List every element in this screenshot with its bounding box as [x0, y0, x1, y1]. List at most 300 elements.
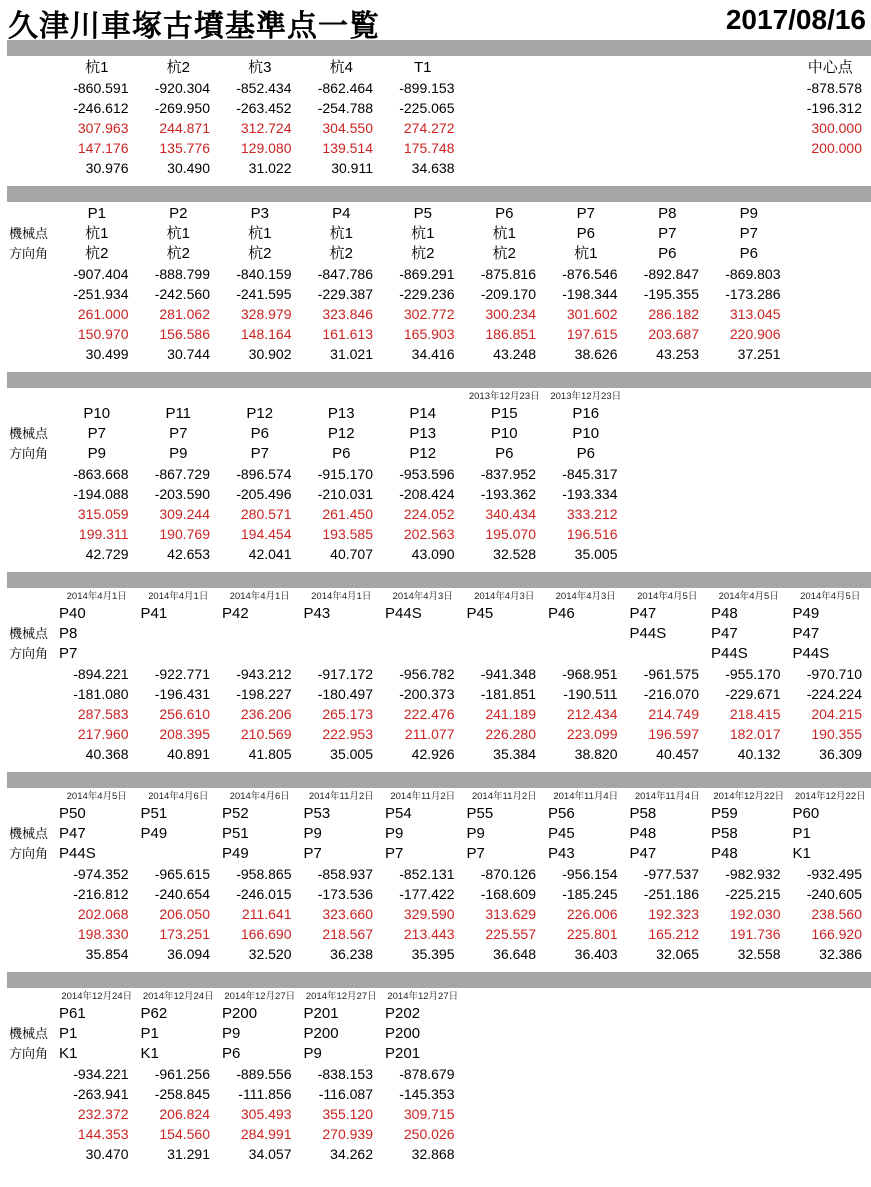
value-cell: 261.000: [77, 306, 129, 322]
value-cell: -965.615: [154, 866, 210, 882]
value-cell: 241.189: [485, 706, 536, 722]
table-content: [0, 40, 871, 1172]
empty-label-cell: [8, 664, 56, 684]
value-cell: -968.951: [562, 666, 618, 682]
value-cell: 31.021: [330, 346, 373, 362]
value-cell: [708, 464, 790, 484]
direction-angle: K1: [140, 1045, 159, 1062]
point-header: P54: [385, 805, 412, 822]
value-cell: 256.610: [159, 706, 210, 722]
value-cell: -932.495: [806, 866, 862, 882]
value-cell: 206.050: [159, 906, 210, 922]
point-header: P15: [490, 405, 518, 422]
value-cell: [708, 1104, 790, 1124]
value-cell: -922.771: [154, 666, 210, 682]
date-label: 2014年12月22日: [713, 791, 785, 802]
value-cell: [790, 1064, 871, 1084]
value-cell: -870.126: [480, 866, 536, 882]
value-cell: [545, 98, 627, 118]
empty-label-cell: [8, 158, 56, 178]
machine-point: P200: [303, 1025, 339, 1042]
direction-angle: P6: [332, 445, 351, 462]
value-cell: 173.251: [159, 926, 210, 942]
direction-angle: P47: [629, 845, 657, 862]
value-cell: 32.558: [737, 946, 781, 962]
value-cell: [627, 1104, 709, 1124]
value-cell: 225.557: [485, 926, 536, 942]
value-cell: -173.536: [317, 886, 373, 902]
separator-bar: [7, 772, 871, 788]
value-cell: -878.679: [399, 1066, 455, 1082]
value-cell: 30.902: [248, 346, 292, 362]
empty-label-cell: [8, 98, 56, 118]
date-label: [790, 990, 871, 1004]
date-label: [790, 390, 871, 404]
value-cell: [790, 324, 871, 344]
value-cell: 38.626: [574, 346, 618, 362]
value-cell: 30.499: [85, 346, 129, 362]
point-header: P53: [303, 805, 331, 822]
empty-label-cell: [8, 1144, 56, 1164]
value-cell: [627, 1124, 709, 1144]
point-header: P42: [222, 605, 249, 622]
point-header: P61: [59, 1005, 86, 1022]
value-cell: 218.567: [322, 926, 373, 942]
value-cell: [790, 544, 871, 564]
machine-point: P1: [792, 825, 811, 842]
value-cell: -953.596: [399, 466, 455, 482]
date-label: 2014年12月27日: [224, 991, 296, 1002]
value-cell: 165.212: [648, 926, 699, 942]
empty-label-cell: [8, 504, 56, 524]
value-cell: [545, 1104, 627, 1124]
value-cell: -190.511: [563, 686, 618, 702]
machine-point: P200: [385, 1025, 421, 1042]
point-header: P11: [165, 405, 192, 422]
value-cell: -181.080: [73, 686, 129, 702]
value-cell: 161.613: [322, 326, 373, 342]
empty-label-cell: [8, 58, 56, 78]
value-cell: 37.251: [737, 346, 781, 362]
value-cell: -977.537: [643, 866, 699, 882]
value-cell: -180.497: [317, 686, 373, 702]
empty-label-cell: [8, 944, 56, 964]
point-header: [464, 1004, 546, 1024]
value-cell: -263.452: [236, 100, 292, 116]
value-cell: -974.352: [73, 866, 129, 882]
value-cell: 190.355: [811, 726, 862, 742]
value-cell: [790, 1084, 871, 1104]
value-cell: 195.070: [485, 526, 536, 542]
value-cell: 226.006: [566, 906, 618, 922]
point-header: P59: [711, 805, 738, 822]
date-label: 2014年4月5日: [718, 591, 779, 602]
value-cell: 40.368: [85, 746, 129, 762]
value-cell: 31.022: [248, 160, 292, 176]
machine-point: [301, 624, 383, 644]
direction-angle: P7: [59, 645, 78, 662]
direction-angle: P7: [303, 845, 322, 862]
point-header: 杭2: [166, 59, 190, 76]
direction-angle: 杭2: [492, 245, 516, 262]
value-cell: 202.068: [77, 906, 129, 922]
value-cell: 42.653: [167, 546, 210, 562]
separator-bar: [7, 572, 871, 588]
value-cell: [708, 1084, 790, 1104]
value-cell: 35.005: [330, 746, 373, 762]
value-cell: [627, 504, 709, 524]
direction-angle: 杭2: [85, 245, 109, 262]
value-cell: -240.654: [154, 886, 210, 902]
date-label: 2014年12月24日: [61, 991, 133, 1002]
value-cell: 34.638: [411, 160, 455, 176]
empty-label-cell: [8, 590, 56, 604]
value-cell: -958.865: [236, 866, 292, 882]
direction-angle: P9: [87, 445, 106, 462]
direction-angle: [138, 844, 220, 864]
value-cell: 208.395: [159, 726, 210, 742]
direction-angle: K1: [792, 845, 811, 862]
value-cell: -195.355: [643, 286, 699, 302]
value-cell: -934.221: [73, 1066, 129, 1082]
point-header: [790, 1004, 871, 1024]
value-cell: -209.170: [480, 286, 536, 302]
value-cell: -852.434: [236, 80, 292, 96]
point-header: 中心点: [807, 59, 853, 76]
machine-point: P48: [629, 825, 657, 842]
value-cell: [627, 98, 709, 118]
value-cell: [790, 524, 871, 544]
machine-point: P9: [222, 1025, 241, 1042]
value-cell: [627, 158, 709, 178]
date-label: 2014年4月1日: [66, 591, 127, 602]
date-label: 2014年11月2日: [471, 791, 537, 802]
machine-point: [708, 424, 790, 444]
point-header: 杭1: [85, 59, 109, 76]
value-cell: 36.403: [574, 946, 618, 962]
value-cell: [790, 264, 871, 284]
value-cell: 191.736: [729, 926, 781, 942]
value-cell: -956.154: [562, 866, 618, 882]
value-cell: -198.227: [236, 686, 292, 702]
section-5: [8, 788, 871, 972]
point-header: P40: [59, 605, 86, 622]
value-cell: 42.729: [85, 546, 129, 562]
value-cell: -242.560: [154, 286, 210, 302]
section-1: [8, 56, 871, 186]
machine-point: P47: [711, 625, 738, 642]
direction-angle-row-label: 方向角: [9, 646, 49, 661]
value-cell: 250.026: [403, 1126, 455, 1142]
machine-point: [138, 624, 220, 644]
value-cell: 36.094: [167, 946, 210, 962]
empty-label-cell: [8, 304, 56, 324]
point-header: P46: [548, 605, 575, 622]
point-header: [790, 204, 871, 224]
value-cell: -837.952: [480, 466, 536, 482]
direction-angle: P9: [303, 1045, 322, 1062]
value-cell: [464, 1104, 546, 1124]
value-cell: 212.434: [566, 706, 618, 722]
empty-label-cell: [8, 904, 56, 924]
direction-angle: K1: [59, 1045, 78, 1062]
value-cell: 223.099: [566, 726, 618, 742]
date-label: 2014年12月24日: [142, 991, 214, 1002]
machine-point: P47: [59, 825, 86, 842]
empty-label-cell: [8, 724, 56, 744]
empty-label-cell: [8, 744, 56, 764]
value-cell: 139.514: [322, 140, 373, 156]
value-cell: 214.749: [648, 706, 699, 722]
empty-label-cell: [8, 1084, 56, 1104]
value-cell: -840.159: [236, 266, 292, 282]
value-cell: -203.590: [154, 486, 210, 502]
date-label: [301, 390, 383, 404]
machine-point: P8: [59, 625, 78, 642]
value-cell: 40.891: [167, 746, 210, 762]
value-cell: 35.395: [411, 946, 455, 962]
value-cell: -198.344: [562, 286, 618, 302]
machine-point: P47: [792, 625, 820, 642]
date-label: 2014年4月6日: [229, 791, 290, 802]
value-cell: -194.088: [73, 486, 129, 502]
value-cell: 166.920: [811, 926, 862, 942]
empty-label-cell: [8, 138, 56, 158]
date-label: 2014年4月1日: [229, 591, 290, 602]
value-cell: 40.707: [330, 546, 373, 562]
direction-angle: P44S: [711, 645, 748, 662]
machine-point: P1: [59, 1025, 78, 1042]
value-cell: -852.131: [399, 866, 455, 882]
value-cell: [708, 1144, 790, 1164]
value-cell: [464, 1144, 546, 1164]
value-cell: -241.595: [236, 286, 292, 302]
value-cell: 197.615: [566, 326, 618, 342]
value-cell: [708, 118, 790, 138]
date-label: [464, 990, 546, 1004]
direction-angle: P6: [576, 445, 595, 462]
empty-label-cell: [8, 1124, 56, 1144]
value-cell: -888.799: [154, 266, 210, 282]
value-cell: 206.824: [159, 1106, 210, 1122]
value-cell: 281.062: [159, 306, 210, 322]
machine-point: P10: [490, 425, 518, 442]
direction-angle: P6: [222, 1045, 241, 1062]
value-cell: 129.080: [240, 140, 292, 156]
point-header: P7: [576, 205, 595, 222]
value-cell: -254.788: [317, 100, 373, 116]
machine-point: 杭1: [492, 225, 516, 242]
empty-label-cell: [8, 924, 56, 944]
direction-angle: P6: [739, 245, 758, 262]
date-label: [138, 390, 220, 404]
point-header: P62: [140, 1005, 168, 1022]
value-cell: [545, 1124, 627, 1144]
date-label: 2014年11月4日: [634, 791, 700, 802]
point-header: P51: [140, 805, 168, 822]
direction-angle: [545, 644, 627, 664]
empty-label-cell: [8, 118, 56, 138]
point-header: P44S: [385, 605, 422, 622]
value-cell: [790, 344, 871, 364]
value-cell: [708, 524, 790, 544]
machine-point: P51: [222, 825, 249, 842]
date-label: [627, 990, 709, 1004]
value-cell: -225.215: [725, 886, 781, 902]
value-cell: 30.911: [331, 160, 373, 176]
value-cell: 166.690: [240, 926, 292, 942]
direction-angle: 杭2: [329, 245, 353, 262]
machine-point: 杭1: [329, 225, 353, 242]
value-cell: 135.776: [159, 140, 210, 156]
value-cell: 274.272: [403, 120, 455, 136]
value-cell: -145.353: [399, 1086, 455, 1102]
date-label: [219, 390, 301, 404]
value-cell: 30.470: [85, 1146, 129, 1162]
value-cell: -894.221: [73, 666, 129, 682]
date-label: 2014年4月3日: [555, 591, 616, 602]
separator-bar: [7, 372, 871, 388]
value-cell: 35.384: [493, 746, 536, 762]
date-label: [382, 390, 464, 404]
point-header: P9: [739, 205, 758, 222]
machine-point: P9: [466, 825, 485, 842]
section-2: [8, 202, 871, 372]
machine-point: [464, 624, 546, 644]
value-cell: 42.926: [411, 746, 455, 762]
value-cell: -915.170: [317, 466, 373, 482]
point-header: P45: [466, 605, 494, 622]
value-cell: 236.206: [240, 706, 292, 722]
point-header: P14: [409, 405, 437, 422]
machine-point: P10: [572, 425, 600, 442]
date-label: 2013年12月23日: [550, 391, 622, 402]
empty-label-cell: [8, 1104, 56, 1124]
empty-label-cell: [8, 604, 56, 624]
value-cell: [545, 1064, 627, 1084]
machine-point: [708, 1024, 790, 1044]
value-cell: 190.769: [159, 526, 210, 542]
value-cell: 144.353: [77, 1126, 129, 1142]
direction-angle: [464, 1044, 546, 1064]
value-cell: 30.490: [167, 160, 210, 176]
value-cell: 232.372: [77, 1106, 129, 1122]
direction-angle: P9: [169, 445, 188, 462]
value-cell: [627, 524, 709, 544]
value-cell: 284.991: [240, 1126, 292, 1142]
machine-point-row-label: 機械点: [9, 826, 49, 841]
value-cell: 192.030: [729, 906, 781, 922]
value-cell: -263.941: [73, 1086, 129, 1102]
value-cell: 244.871: [159, 120, 210, 136]
direction-angle: P6: [658, 245, 677, 262]
direction-angle: [708, 1044, 790, 1064]
value-cell: 211.077: [404, 726, 455, 742]
date-label: 2014年11月4日: [553, 791, 619, 802]
point-header: P10: [83, 405, 111, 422]
value-cell: 186.851: [485, 326, 536, 342]
value-cell: [708, 98, 790, 118]
date-label: [56, 390, 138, 404]
machine-point: 杭1: [248, 225, 272, 242]
machine-point: P7: [658, 225, 677, 242]
value-cell: [627, 464, 709, 484]
value-cell: [464, 1064, 546, 1084]
value-cell: [708, 544, 790, 564]
value-cell: [627, 118, 709, 138]
empty-label-cell: [8, 344, 56, 364]
direction-angle: [790, 444, 871, 464]
value-cell: 261.450: [322, 506, 373, 522]
value-cell: -863.668: [73, 466, 129, 482]
point-header: P48: [711, 605, 738, 622]
value-cell: 156.586: [159, 326, 210, 342]
value-cell: -193.362: [480, 486, 536, 502]
value-cell: 32.868: [411, 1146, 455, 1162]
value-cell: 313.045: [729, 306, 781, 322]
value-cell: -246.015: [236, 886, 292, 902]
value-cell: -205.496: [236, 486, 292, 502]
machine-point: [790, 224, 871, 244]
point-header: [464, 58, 546, 78]
value-cell: -878.578: [806, 80, 862, 96]
value-cell: 154.560: [159, 1126, 210, 1142]
value-cell: 35.005: [574, 546, 618, 562]
value-cell: 175.748: [403, 140, 455, 156]
point-header: P8: [658, 205, 677, 222]
value-cell: -941.348: [480, 666, 536, 682]
machine-point: P6: [576, 225, 595, 242]
value-cell: 222.953: [322, 726, 373, 742]
value-cell: 199.311: [78, 526, 129, 542]
value-cell: -847.786: [317, 266, 373, 282]
date-label: 2014年4月1日: [311, 591, 372, 602]
direction-angle: P43: [548, 845, 575, 862]
date-label: 2014年4月5日: [800, 591, 861, 602]
value-cell: 31.291: [167, 1146, 210, 1162]
page-date: 2017/08/16: [725, 4, 866, 35]
point-header: P43: [303, 605, 331, 622]
value-cell: 270.939: [322, 1126, 373, 1142]
empty-label-cell: [8, 704, 56, 724]
machine-point: P44S: [629, 625, 667, 642]
machine-point: 杭1: [166, 225, 190, 242]
date-label: 2014年11月2日: [390, 791, 456, 802]
point-header: P41: [140, 605, 168, 622]
value-cell: [790, 484, 871, 504]
machine-point: P9: [303, 825, 322, 842]
value-cell: 32.065: [656, 946, 699, 962]
empty-label-cell: [8, 324, 56, 344]
value-cell: -956.782: [399, 666, 455, 682]
empty-label-cell: [8, 524, 56, 544]
value-cell: -970.710: [806, 666, 862, 682]
machine-point: P6: [250, 425, 269, 442]
point-header: [708, 404, 790, 424]
value-cell: -177.422: [399, 886, 455, 902]
value-cell: 165.903: [403, 326, 455, 342]
value-cell: -251.186: [643, 886, 699, 902]
point-header: P12: [246, 405, 274, 422]
direction-angle: [219, 644, 301, 664]
direction-angle: P6: [495, 445, 514, 462]
value-cell: -961.575: [643, 666, 699, 682]
machine-point-row-label: 機械点: [9, 1026, 49, 1041]
value-cell: 30.744: [167, 346, 210, 362]
value-cell: 286.182: [648, 306, 699, 322]
direction-angle: 杭2: [411, 245, 435, 262]
value-cell: 194.454: [240, 526, 292, 542]
